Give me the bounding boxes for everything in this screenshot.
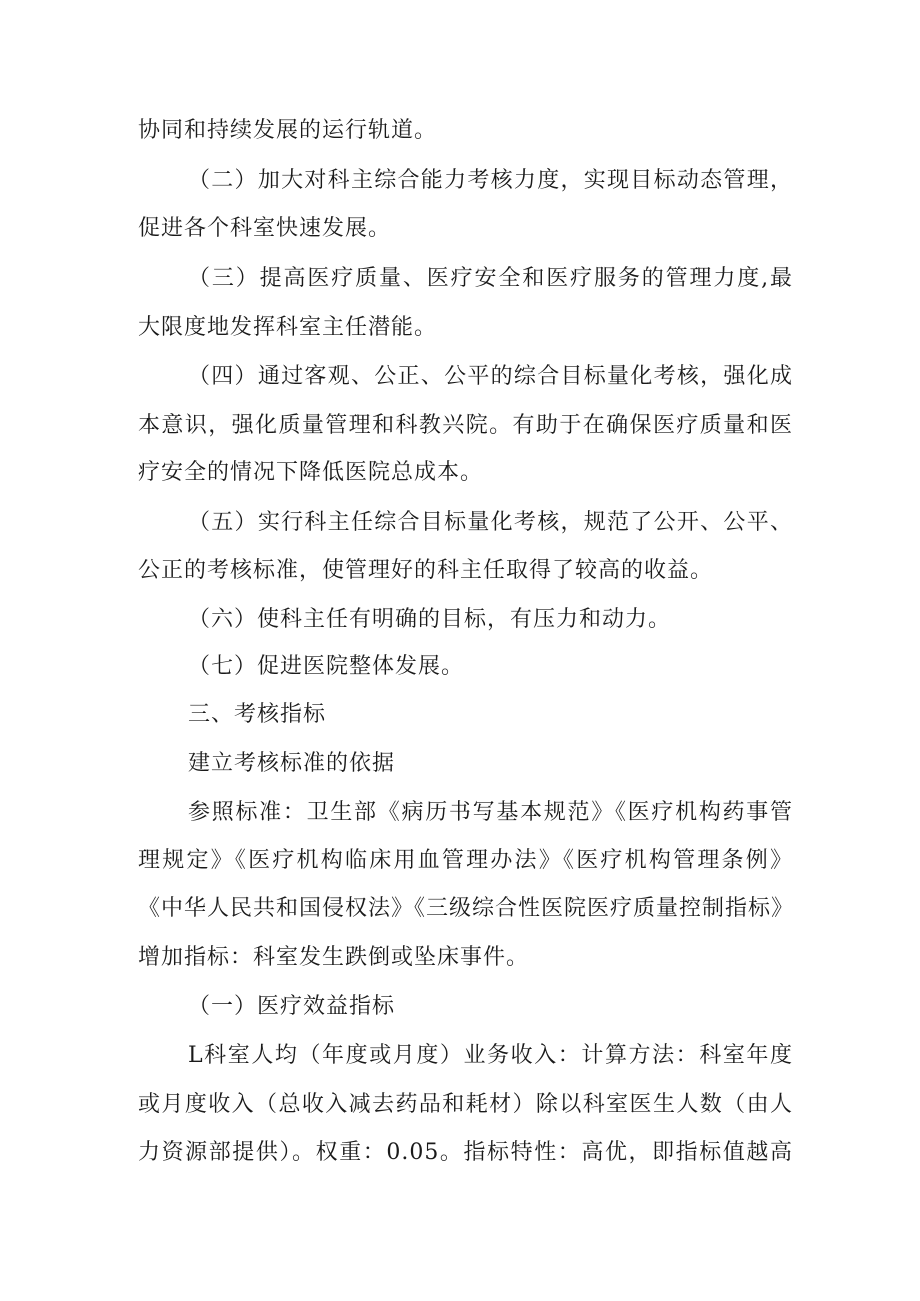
text-line: 或月度收入（总收入减去药品和耗材）除以科室医生人数（由人 (138, 1092, 793, 1117)
text-line: 协同和持续发展的运行轨道。 (138, 118, 438, 143)
text-line: （五）实行科主任综合目标量化考核，规范了公开、公平、 (188, 510, 793, 535)
subsection-heading: （一）医疗效益指标 (188, 994, 396, 1019)
text-line: 本意识，强化质量管理和科教兴院。有助于在确保医疗质量和医 (138, 413, 793, 438)
section-heading: 三、考核指标 (188, 702, 327, 727)
text-line: 大限度地发挥科室主任潜能。 (138, 315, 438, 340)
text-line: （二）加大对科主综合能力考核力度，实现目标动态管理， (188, 168, 793, 193)
text-line: 建立考核标准的依据 (188, 751, 396, 776)
text-line: 理规定》《医疗机构临床用血管理办法》《医疗机构管理条例》 (138, 848, 793, 873)
text-line: （三）提高医疗质量、医疗安全和医疗服务的管理力度,最 (188, 266, 793, 291)
text-line: 参照标准：卫生部《病历书写基本规范》《医疗机构药事管 (188, 800, 793, 825)
text-line: 促进各个科室快速发展。 (138, 216, 392, 241)
text-line: （七）促进医院整体发展。 (188, 654, 465, 679)
text-line: 公正的考核标准，使管理好的科主任取得了较高的收益。 (138, 558, 714, 583)
text-line: （六）使科主任有明确的目标，有压力和动力。 (188, 607, 672, 632)
text-line: （四）通过客观、公正、公平的综合目标量化考核，强化成 (188, 364, 793, 389)
text-line: L科室人均（年度或月度）业务收入：计算方法：科室年度 (188, 1043, 793, 1068)
text-line: 增加指标：科室发生跌倒或坠床事件。 (138, 945, 530, 970)
text-line: 力资源部提供）。权重：0.05。指标特性：高优，即指标值越高 (138, 1140, 793, 1165)
text-line: 《中华人民共和国侵权法》《三级综合性医院医疗质量控制指标》 (138, 896, 795, 921)
text-line: 疗安全的情况下降低医院总成本。 (138, 460, 484, 485)
